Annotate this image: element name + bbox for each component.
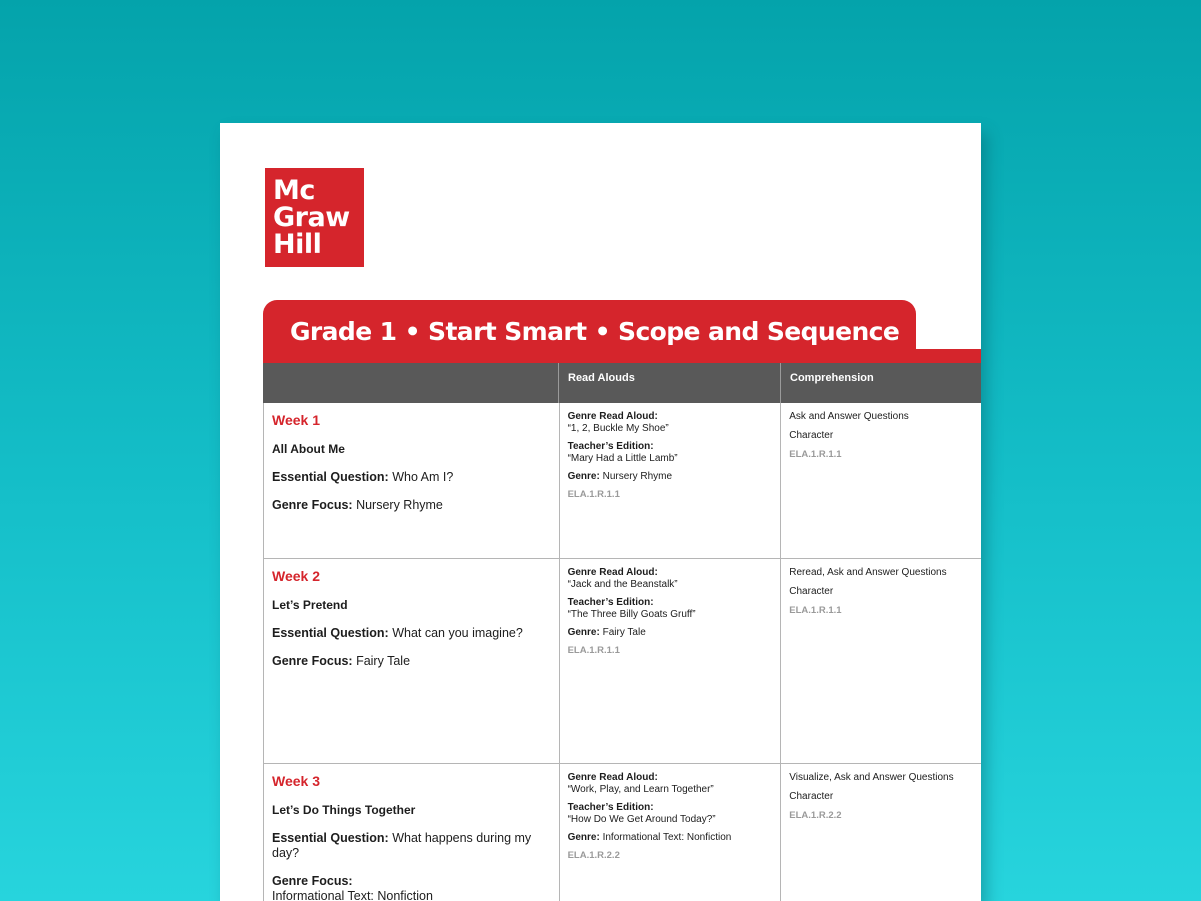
week-label: Week 3 [272, 773, 320, 789]
comprehension-strategy: Ask and Answer Questions [789, 411, 909, 422]
week-theme: All About Me [272, 442, 345, 456]
scope-sequence-table [263, 363, 981, 901]
genre: Genre: Informational Text: Nonfiction [567, 832, 732, 843]
standard-code: ELA.1.R.2.2 [567, 850, 620, 861]
comprehension-cell [781, 764, 981, 901]
week-label: Week 2 [272, 568, 320, 584]
teachers-edition: Teacher’s Edition: “Mary Had a Little Lamb” [567, 441, 678, 464]
logo-line-2: Graw [273, 202, 350, 233]
title-banner [263, 300, 916, 363]
week-theme: Let’s Do Things Together [272, 803, 416, 817]
comprehension-strategy: Reread, Ask and Answer Questions [789, 567, 947, 578]
genre-focus: Genre Focus: Fairy Tale [272, 654, 411, 668]
read-alouds-cell [560, 764, 782, 901]
header-cell-read-alouds: Read Alouds [559, 363, 781, 403]
logo-line-3: Hill [273, 229, 322, 260]
mcgraw-hill-logo [265, 168, 364, 267]
genre-focus: Genre Focus: Informational Text: Nonfiction [272, 874, 433, 901]
table-row [263, 559, 981, 764]
standard-code: ELA.1.R.1.1 [567, 489, 620, 500]
teachers-edition: Teacher’s Edition: “How Do We Get Around Today?” [567, 802, 716, 825]
document-page [220, 123, 981, 901]
read-alouds-cell [560, 559, 782, 763]
logo-line-1: Mc [273, 175, 315, 206]
genre-focus: Genre Focus: Nursery Rhyme [272, 498, 443, 512]
week-cell [264, 403, 560, 558]
standard-code: ELA.1.R.1.1 [789, 605, 842, 616]
genre-read-aloud: Genre Read Aloud: “Work, Play, and Learn Together” [567, 772, 714, 795]
week-theme: Let’s Pretend [272, 598, 348, 612]
essential-question: Essential Question: What happens during my day? [272, 831, 532, 860]
teachers-edition: Teacher’s Edition: “The Three Billy Goats Gruff” [567, 597, 696, 620]
table-header-row [263, 363, 981, 403]
standard-code: ELA.1.R.1.1 [789, 449, 842, 460]
table-row [263, 764, 981, 901]
genre-read-aloud: Genre Read Aloud: “Jack and the Beanstalk” [567, 567, 678, 590]
essential-question: Essential Question: What can you imagine? [272, 626, 523, 640]
comprehension-skill: Character [789, 430, 834, 441]
table-row [263, 403, 981, 559]
page-title: Grade 1 • Start Smart • Scope and Sequence [290, 317, 900, 346]
comprehension-cell [781, 403, 981, 558]
standard-code: ELA.1.R.2.2 [789, 810, 842, 821]
header-cell-week [263, 363, 559, 403]
genre-read-aloud: Genre Read Aloud: “1, 2, Buckle My Shoe” [567, 411, 669, 434]
header-cell-comprehension: Comprehension [781, 363, 981, 403]
read-alouds-cell [560, 403, 782, 558]
week-cell [264, 764, 560, 901]
essential-question: Essential Question: Who Am I? [272, 470, 454, 484]
comprehension-strategy: Visualize, Ask and Answer Questions [789, 772, 954, 783]
comprehension-skill: Character [789, 586, 834, 597]
genre: Genre: Fairy Tale [567, 627, 646, 638]
comprehension-cell [781, 559, 981, 763]
standard-code: ELA.1.R.1.1 [567, 645, 620, 656]
week-label: Week 1 [272, 412, 320, 428]
comprehension-skill: Character [789, 791, 834, 802]
genre: Genre: Nursery Rhyme [567, 471, 673, 482]
week-cell [264, 559, 560, 763]
